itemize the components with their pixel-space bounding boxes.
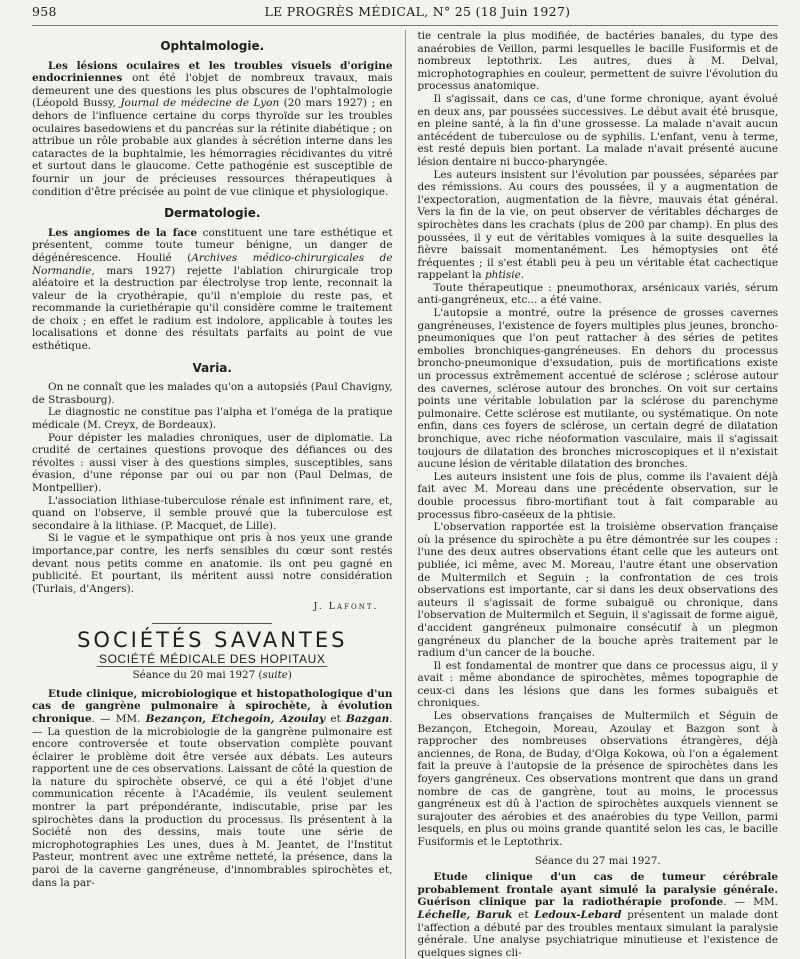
communication-paragraph: Etude clinique d'un cas de tumeur cérébrale probablement frontale ayant simulé la paralysie générale. Guérison clinique par la radiothérapie profonde. — MM. Léchelle, Baruk et Ledoux-Lebard présentent un malade dont l'affection a débuté par des troubles mentaux simulant la paralysie générale. Une analyse psychiatrique minutieuse et l'existence de quelques signes cli- — [417, 871, 779, 959]
ophtalmologie-paragraph: Les lésions oculaires et les troubles visuels d'origine endocriniennes ont été l'objet de nombreux travaux, mais demeurent une des questions les plus obscures de l'ophtalmologie (Léopold Bussy, Journal de médecine de Lyon (20 mars 1927) ; en dehors de l'influence certaine du corps thyroïde sur les troubles oculaires basedowiens et du pancréas sur la rétinite diabétique ; on attribue un rôle probable aux glandes à sécrétion interne dans les cataractes de la buphtalmie, les hémorragies récidivantes du vitré et surtout dans le glaucome. Cette pathogénie est susceptible de fournir un jour de précieuses ressources thérapeutiques à condition d'être précisée au point de vue clinique et physiologique. — [32, 59, 393, 198]
authors: Bezançon, Etchegoin, Azoulay — [145, 712, 326, 725]
dermatologie-paragraph: Les angiomes de la face constituent une tare esthétique et présentent, comme toute tumeur bénigne, un danger de dégénérescence. Houlié (Archives médico-chirurgicales de Normandie, mars 1927) rejette l'ablation chirurgicale trop aléatoire et la destruction par électrolyse trop lente, reconnait la valeur de la cryothérapie, qu'il n'emploie du reste pas, et recommande la curiethérapie qu'il considère comme le traitement de choix ; en effet le radium est indolore, applicable à toutes les localisations et donne des résultats parfaits au point de vue esthétique. — [32, 226, 393, 353]
page-number: 958 — [32, 4, 57, 19]
seance-date: Séance du 27 mai 1927. — [534, 854, 661, 867]
continued-paragraph: tie centrale la plus modifiée, de bactéries banales, du type des anaérobies de Veillon, parmi lesquelles le bacille Fusiformis et de nombreux leptothrix. Les autres, dues à M. Delval, microphotographies en couleur, permettent de suivre l'évolution du processus anatomique. — [417, 30, 779, 93]
column-divider — [405, 30, 406, 959]
body-paragraph: Les observations françaises de Multermilch et Séguin de Bezançon, Etchegoin, Moreau, Azoulay et Bazgon sont à rapprocher des nombreuses observations étrangères, déjà anciennes, de Rona, de Buday, d'Olga Kokowa, où l'on a également fait la preuve à l'autopsie de la présence de spirochètes dans les foyers gangréneux. Ces observations montrent que dans un grand nombre de cas de gangrène, tout au moins, le processus gangréneux est dû à l'action de spirochètes auxquels viennent se surajouter des aérobies et des anaérobies du type Veillon, parmi lesquels, en plus ou moins grande quantité selon les cas, le bacille Fusiformis et le Leptothrix. — [417, 710, 779, 848]
varia-paragraph: L'association lithiase-tuberculose rénale est infiniment rare, et, quand on l'observe, il semble prouvé que la tuberculose est secondaire à la lithiase. (P. Macquet, de Lille). — [32, 494, 393, 532]
body-paragraph: L'autopsie a montré, outre la présence de grosses cavernes gangréneuses, l'existence de foyers multiples plus jeunes, broncho-pneumoniques que l'on peut rattacher à des séries de petites embolies bronchiques-gangréneuses. En dehors du processus broncho-pneumonique d'exsudation, puis de mortifications existe un processus extrêmement accentué de sclérose ; sclérose autour des cavernes, sclérose autour des bronches. On voit sur certains points une véritable lobulation par la sclérose du parenchyme pulmonaire. Cette sclérose est mutilante, ou systématique. On note enfin, dans ces foyers de sclérose, un certain degré de dilatation bronchique, avec riche néoformation vasculaire, mais il s'agissait toujours de dilatation des bronches microscopiques et il n'existait aucune lésion de véritable dilatation des bronches. — [417, 307, 779, 471]
section-heading-varia: Varia. — [192, 360, 232, 375]
societes-savantes-title: SOCIÉTÉS SAVANTES — [77, 627, 348, 652]
journal-title: LE PROGRÈS MÉDICAL, N° 25 (18 Juin 1927) — [264, 4, 571, 19]
seance-date: Séance du 20 mai 1927 (suite) — [132, 669, 292, 682]
body-paragraph: Il est fondamental de montrer que dans ce processus aigu, il y avait : même abondance de spirochètes, mêmes topographie de ceux-ci dans les lésions que dans les formes subaiguës et chroniques. — [417, 659, 779, 710]
body-paragraph: Les auteurs insistent une fois de plus, comme ils l'avaient déjà fait avec M. Moreau dans une précédente observation, sur le double processus fibro-mortifiant tout à fait comparable au processus fibro-caséeux de la phtisie. — [417, 470, 779, 521]
body-paragraph: Toute thérapeutique : pneumothorax, arsénicaux variés, sérum anti-gangréneux, etc... a été vaine. — [417, 281, 779, 307]
section-heading-dermatologie: Dermatologie. — [164, 206, 261, 221]
authors: Léchelle, Baruk — [417, 908, 513, 921]
author-last: Bazgan — [346, 712, 390, 725]
body-paragraph: Les auteurs insistent sur l'évolution par poussées, séparées par des rémissions. Au cours des poussées, il y a augmentation de l'expectoration, augmentation de la fièvre, mauvais état général. Vers la fin de la vie, on peut observer de véritables décharges de spirochètes dans les crachats (plus de 200 par champ). En plus des poussées, il y eut de véritables vomiques à la suite desquelles la fièvre baissait momentanément. Les hémoptysies ont été fréquentes ; il s'est établi peu à peu un véritable état cachectique rappelant la phtisie. — [417, 168, 779, 282]
journal-citation: Archives médico-chirurgicales de Normandie — [32, 251, 393, 277]
author-signature: J. Lafont. — [313, 601, 379, 613]
varia-paragraph: Le diagnostic ne constitue pas l'alpha et l'oméga de la pratique médicale (M. Creyx, de Bordeaux). — [32, 406, 393, 432]
societe-subtitle: SOCIÉTÉ MÉDICALE DES HOPITAUX — [98, 651, 326, 666]
two-column-body — [32, 30, 778, 959]
body-paragraph: Il s'agissait, dans ce cas, d'une forme chronique, ayant évolué en deux ans, par poussées successives. Le début avait été brusque, en pleine santé, à la fin d'une grossesse. La malade n'avait aucun antécédent de tuberculose ou de syphilis. L'enfant, venu à terme, est resté depuis bien portant. La malade n'avait présenté aucune lésion dentaire ni bucco-pharyngée. — [417, 92, 779, 168]
left-column — [32, 30, 393, 959]
section-heading-ophtalmologie: Ophtalmologie. — [160, 39, 265, 53]
page-header — [32, 4, 778, 22]
varia-paragraph: Pour dépister les maladies chroniques, user de diplomatie. La crudité de certaines questions provoque des défiances ou des révoltes : aussi viser à des questions simples, susceptibles, sans évasion, d'une réponse par oui ou par non (Paul Delmas, de Montpellier). — [32, 431, 393, 494]
author-last: Ledoux-Lebard — [534, 908, 622, 921]
section-divider — [152, 623, 272, 624]
right-column — [418, 30, 779, 959]
varia-paragraph: On ne connaît que les malades qu'on a autopsiés (Paul Chavigny, de Strasbourg). — [32, 381, 393, 406]
header-rule — [32, 25, 778, 26]
journal-citation: Journal de médecine de Lyon — [120, 97, 280, 110]
varia-paragraph: Si le vague et le sympathique ont pris à nos yeux une grande importance,par contre, les nerfs sensibles du cœur sont restés devant nous petits comme en anatomie. ils ont peu gagné en publicité. Et pourtant, ils méritent aussi notre considération (Turlais, d'Angers). — [32, 532, 393, 595]
subtitle-rule — [97, 666, 327, 667]
communication-paragraph: Etude clinique, microbiologique et histopathologique d'un cas de gangrène pulmonaire à spirochète, à évolution chronique. — MM. Bezançon, Etchegoin, Azoulay et Bazgan. — La question de la microbiologie de la gangrène pulmonaire est encore controversée et toute observation complète pouvant éclairer le problème doit être versée aux débats. Les auteurs rapportent une de ces observations. Laissant de côté la question de la nature du spirochète observé, ce qui a été l'objet d'une communication récente à l'Académie, ils veulent seulement montrer la part prépondérante, indiscutable, prise par les spirochètes dans la production du processus. Ils présentent à la Société non des dessins, mais toute une série de microphotographies Les unes, dues à M. Jeantet, de l'Institut Pasteur, montrent avec une extrême netteté, la présence, dans la paroi de la caverne gangréneuse, d'innombrables spirochètes et, dans la par- — [32, 687, 393, 889]
body-paragraph: L'observation rapportée est la troisième observation française où la présence du spirochète a pu être démontrée sur les coupes : l'une des deux autres observations étant celle que les auteurs ont publiée, ici même, avec M. Moreau, l'autre étant une observation de Multermilch et Seguin ; la confrontation de ces trois observations est importante, car si dans les deux observations des auteurs il s'agissait de forme subaiguë ou chronique, dans l'observation de Multermilch et Seguin, il s'agissait de forme aiguë, d'accident gangréneux pulmonaire consécutif à un plegmon gangréneux du plancher de la bouche après traitement par le radium d'un cancer de la bouche. — [417, 521, 779, 660]
